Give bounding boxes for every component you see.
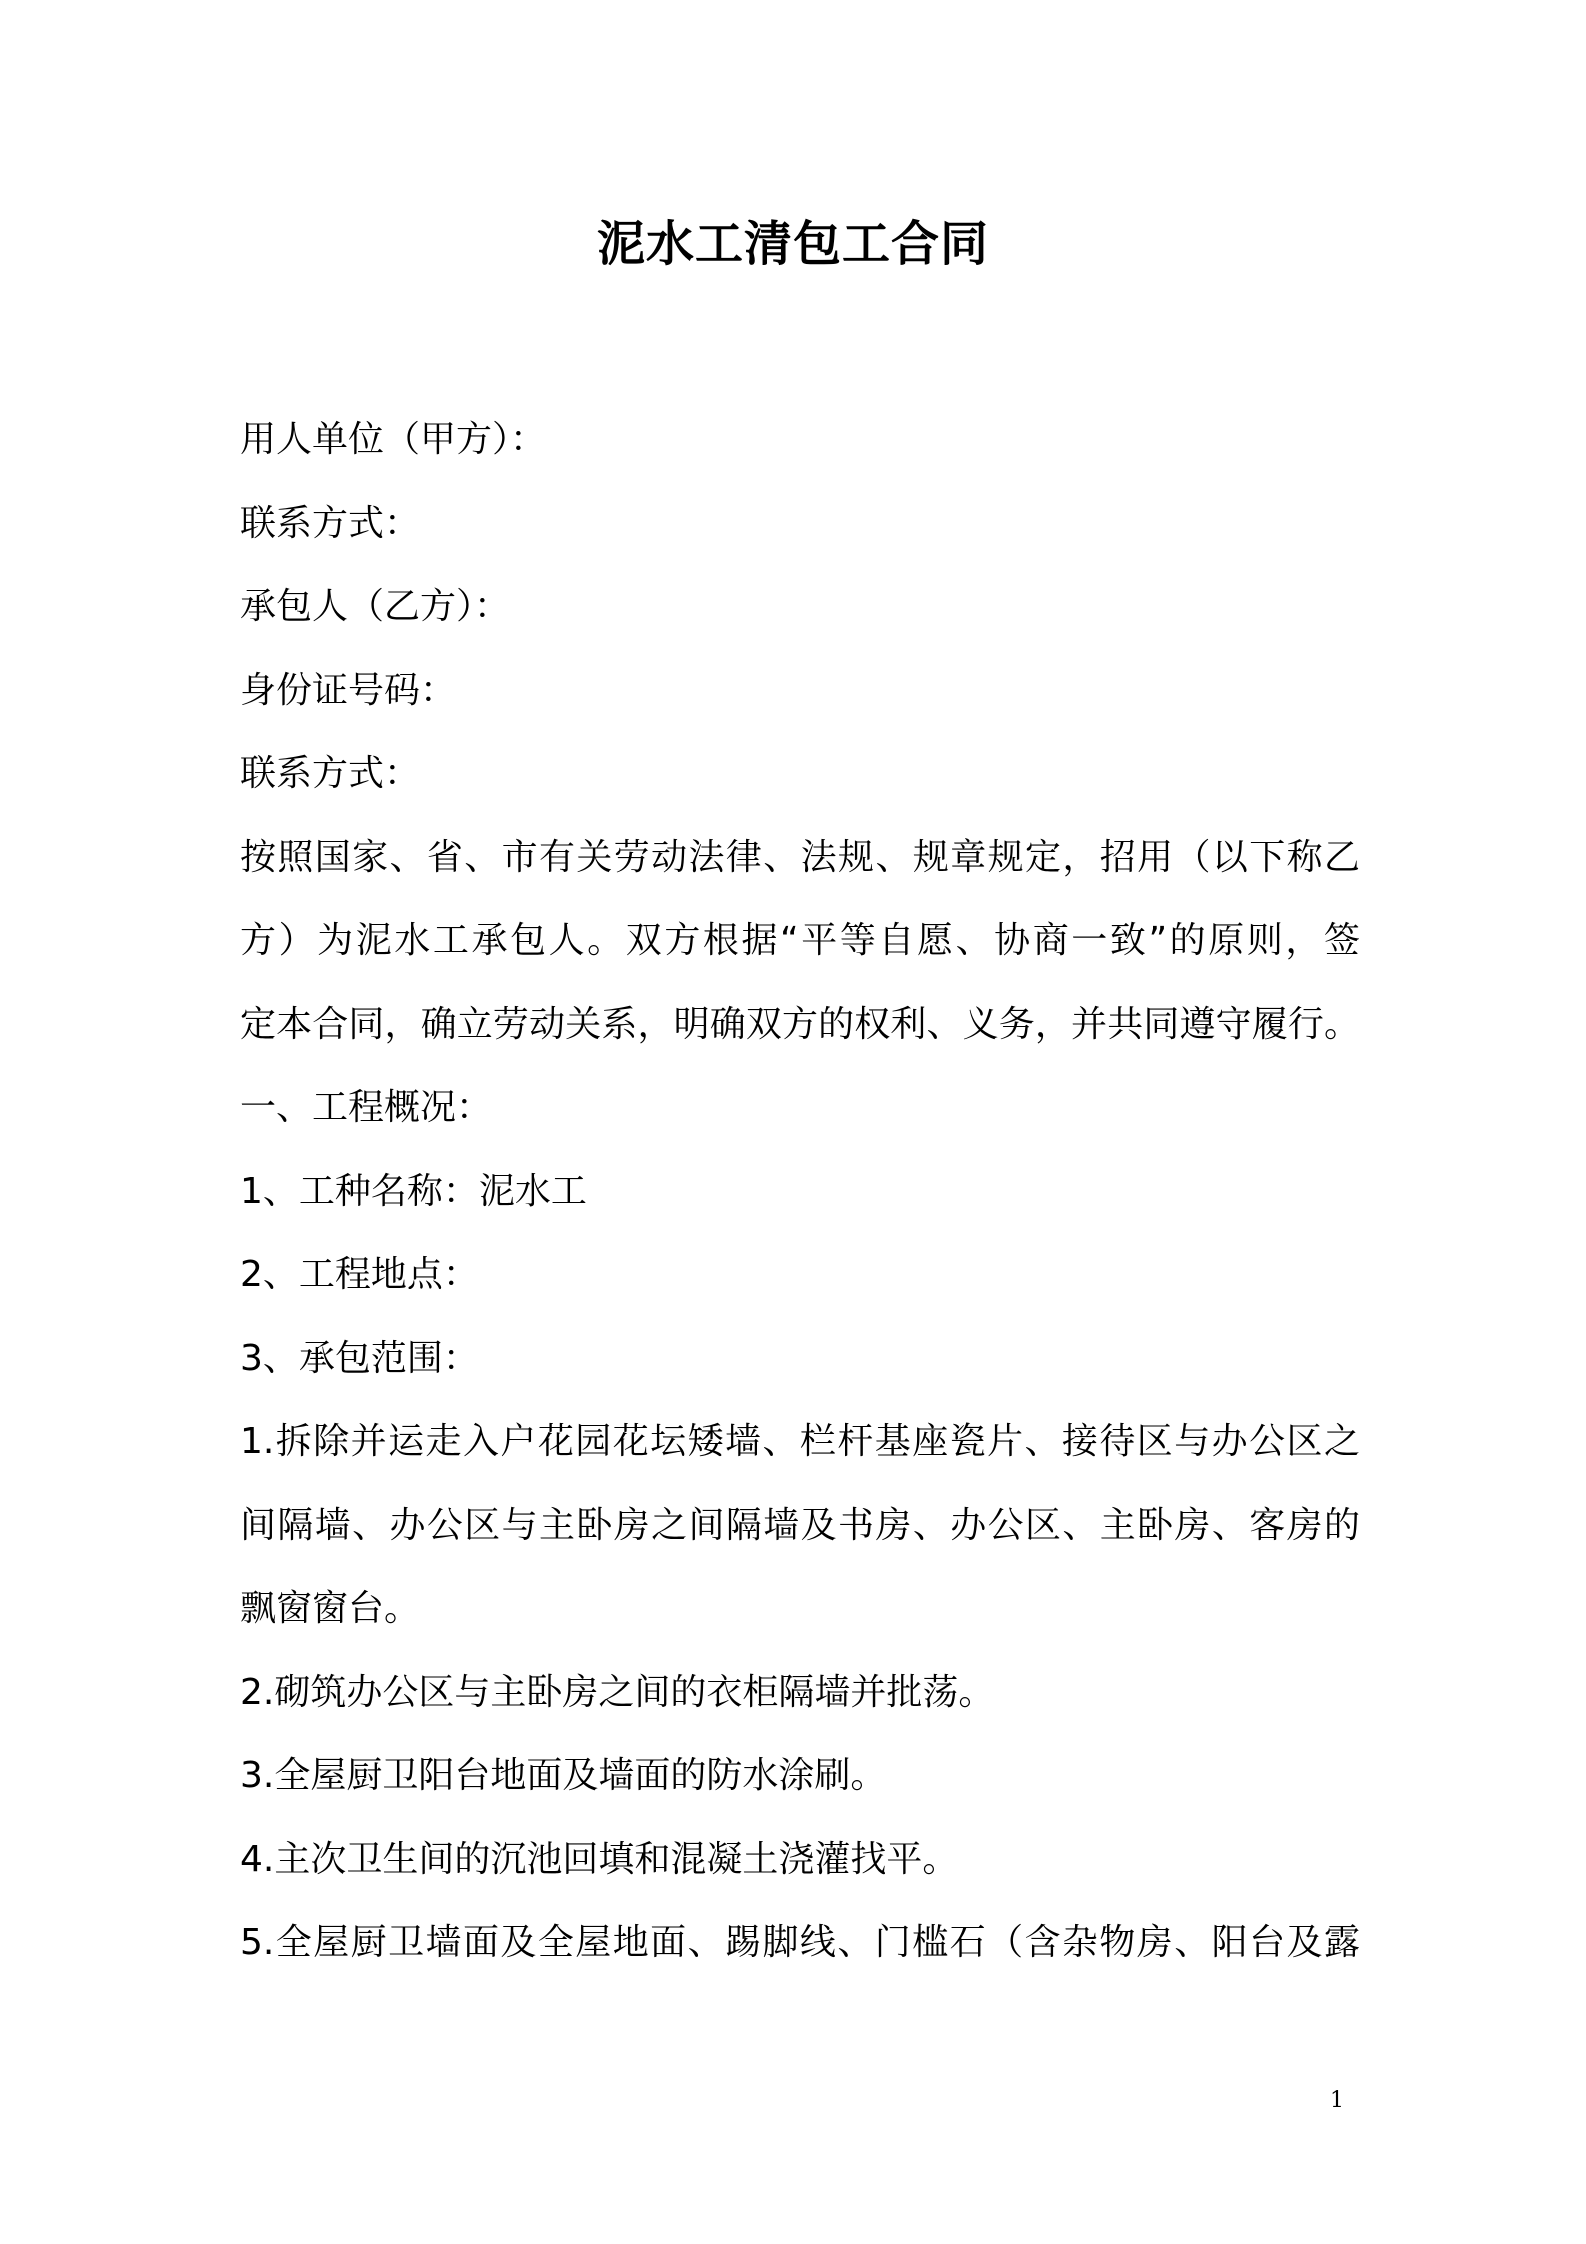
document-body: [240, 398, 1360, 1985]
scope-item-2: 2.砌筑办公区与主卧房之间的衣柜隔墙并批荡。: [240, 1671, 995, 1713]
scope-item-3: 3.全屋厨卫阳台地面及墙面的防水涂刷。: [240, 1755, 887, 1796]
page-number: 1: [1330, 2088, 1344, 2113]
document-title: 泥水工清包工合同: [596, 216, 989, 272]
id-number-line: 身份证号码：: [240, 669, 457, 711]
project-location-line: 2、工程地点：: [240, 1254, 479, 1295]
work-type-line: 1、工种名称：泥水工: [240, 1170, 587, 1212]
scope-item-5-line-1: 5.全屋厨卫墙面及全屋地面、踢脚线、门槛石（含杂物房、阳台及露: [240, 1922, 1360, 1963]
party-a-contact-line: 联系方式：: [240, 502, 421, 544]
scope-item-1-line-3: 飘窗窗台。: [240, 1588, 421, 1629]
party-a-line: 用人单位（甲方）：: [240, 419, 547, 460]
contract-scope-line: 3、承包范围：: [240, 1337, 479, 1379]
preamble-line-1: 按照国家、省、市有关劳动法律、法规、规章规定，招用（以下称乙: [240, 836, 1360, 878]
party-b-contact-line: 联系方式：: [240, 753, 421, 794]
preamble-line-2: 方）为泥水工承包人。双方根据“平等自愿、协商一致”的原则，签: [240, 920, 1360, 961]
scope-item-1-line-2: 间隔墙、办公区与主卧房之间隔墙及书房、办公区、主卧房、客房的: [240, 1504, 1360, 1546]
preamble-line-3: 定本合同，确立劳动关系，明确双方的权利、义务，并共同遵守履行。: [240, 1003, 1360, 1045]
scope-item-1-line-1: 1.拆除并运走入户花园花坛矮墙、栏杆基座瓷片、接待区与办公区之: [240, 1421, 1360, 1462]
party-b-line: 承包人（乙方）：: [240, 586, 511, 627]
scope-item-4: 4.主次卫生间的沉池回填和混凝土浇灌找平。: [240, 1838, 959, 1880]
section-heading-project-overview: 一、工程概况：: [240, 1087, 493, 1128]
